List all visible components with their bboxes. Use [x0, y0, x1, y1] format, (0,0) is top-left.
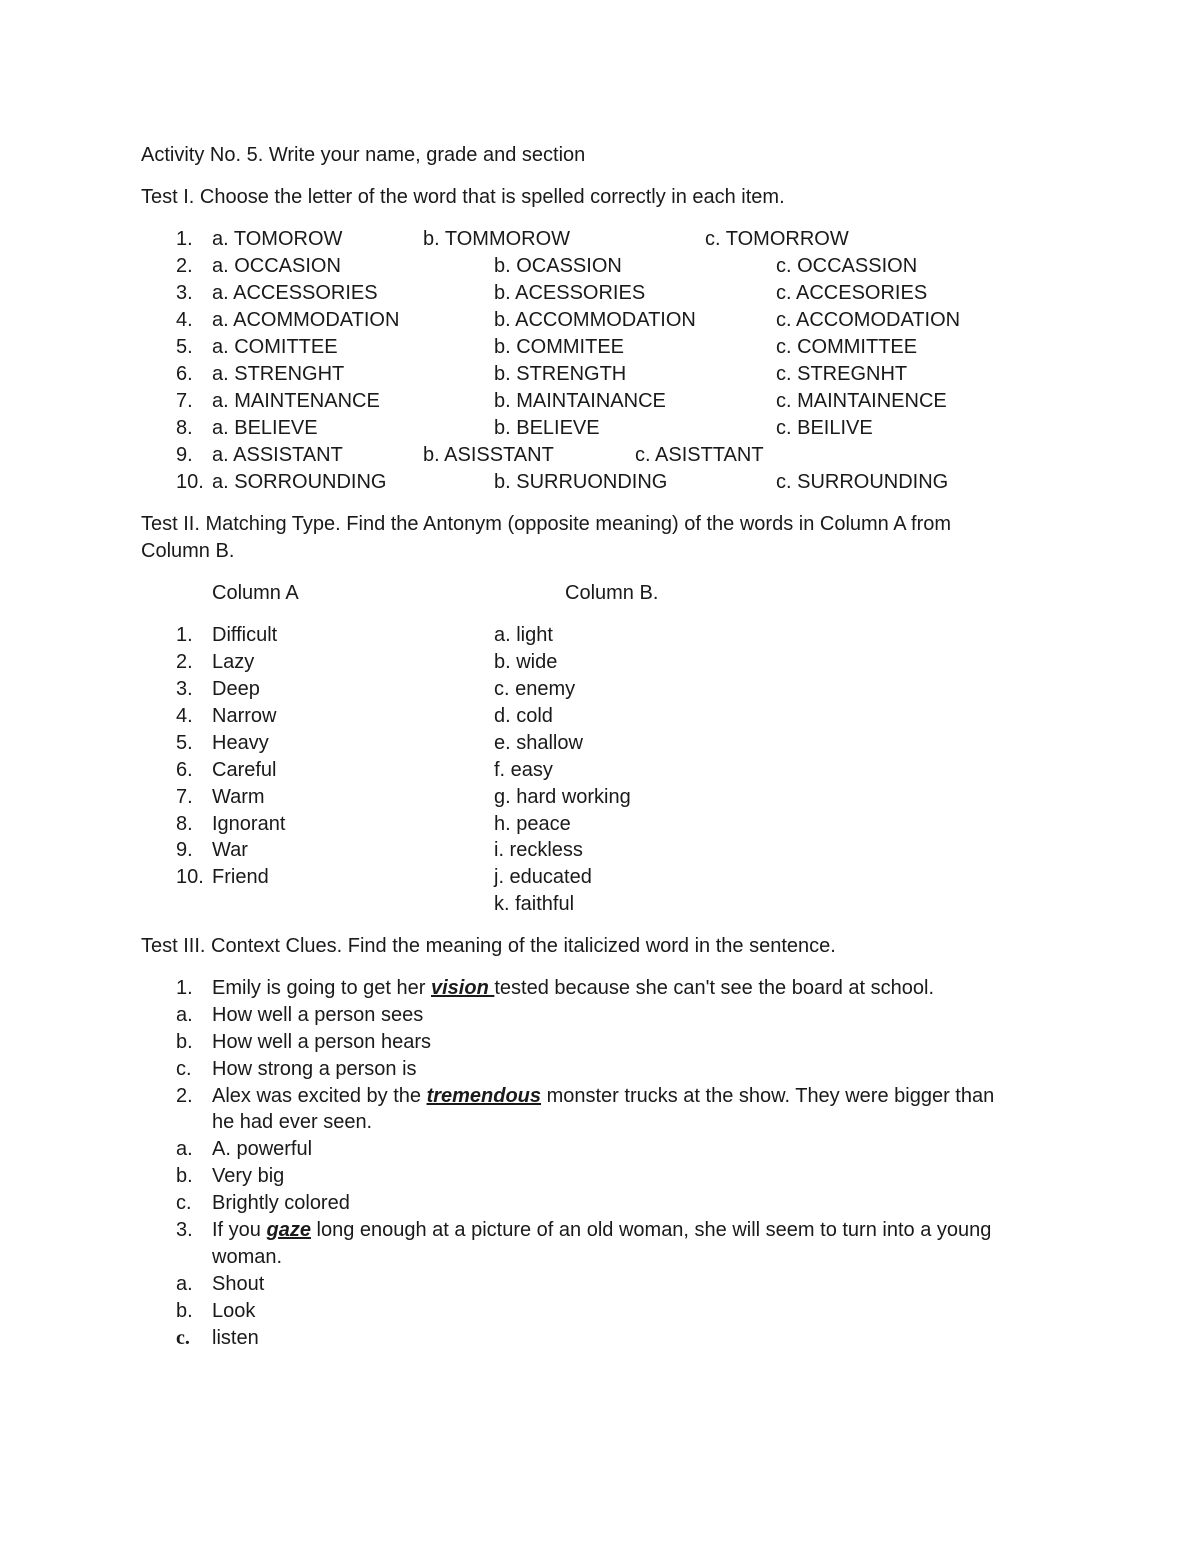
choice-text: How well a person sees [212, 1004, 424, 1026]
column-b-word: i. reckless [494, 839, 583, 861]
choice-letter: b. [176, 1031, 193, 1053]
column-a-word: Careful [212, 759, 277, 781]
column-a-word: War [212, 839, 248, 861]
choice-text: listen [212, 1327, 259, 1349]
question-number: 3. [176, 1219, 193, 1241]
keyword-tremendous: tremendous [426, 1085, 542, 1107]
item-number: 4. [176, 705, 193, 727]
question-1 [212, 978, 934, 998]
choice-letter: a. [176, 1273, 193, 1295]
item-number: 7. [176, 390, 193, 412]
option-b: b. MAINTAINANCE [494, 390, 666, 412]
item-number: 10. [176, 471, 204, 493]
column-a-word: Narrow [212, 705, 277, 727]
choice-text: Brightly colored [212, 1192, 350, 1214]
column-a-word: Ignorant [212, 813, 286, 835]
option-c: c. STREGNHT [776, 363, 908, 385]
question-number: 1. [176, 977, 193, 999]
keyword-vision: vision [431, 977, 495, 999]
option-a: a. TOMOROW [212, 228, 343, 250]
column-a-word: Warm [212, 786, 265, 808]
choice-text: How strong a person is [212, 1058, 417, 1080]
sentence-text: long enough at a picture of an old woman, she will seem to turn into a young [310, 1219, 992, 1241]
choice-text: Very big [212, 1165, 285, 1187]
option-b: b. ACESSORIES [494, 282, 646, 304]
item-number: 3. [176, 678, 193, 700]
item-number: 4. [176, 309, 193, 331]
option-b: b. SURRUONDING [494, 471, 668, 493]
option-a: a. ACCESSORIES [212, 282, 378, 304]
item-number: 1. [176, 624, 193, 646]
sentence-text: tested because she can't see the board at school. [494, 977, 935, 999]
sentence-text: Alex was excited by the [212, 1085, 427, 1107]
option-b: b. ACCOMMODATION [494, 309, 696, 331]
option-c: c. ACCESORIES [776, 282, 928, 304]
column-a-header: Column A [212, 582, 299, 604]
column-b-word: b. wide [494, 651, 558, 673]
option-c: c. COMMITTEE [776, 336, 918, 358]
column-a-word: Heavy [212, 732, 269, 754]
option-a: a. SORROUNDING [212, 471, 387, 493]
option-c: c. ACCOMODATION [776, 309, 961, 331]
choice-letter: b. [176, 1300, 193, 1322]
option-a: a. ASSISTANT [212, 444, 343, 466]
column-b-word: a. light [494, 624, 553, 646]
item-number: 3. [176, 282, 193, 304]
item-number: 10. [176, 866, 204, 888]
item-number: 7. [176, 786, 193, 808]
column-b-word: f. easy [494, 759, 553, 781]
option-b: b. TOMMOROW [423, 228, 571, 250]
item-number: 1. [176, 228, 193, 250]
option-a: a. BELIEVE [212, 417, 318, 439]
activity-title: Activity No. 5. Write your name, grade and section [141, 144, 586, 166]
item-number: 9. [176, 839, 193, 861]
option-b: b. STRENGTH [494, 363, 627, 385]
column-a-word: Friend [212, 866, 269, 888]
item-number: 2. [176, 255, 193, 277]
column-a-word: Lazy [212, 651, 255, 673]
sentence-text: If you [212, 1219, 267, 1241]
option-b: b. OCASSION [494, 255, 622, 277]
column-b-word: h. peace [494, 813, 571, 835]
column-b-word: e. shallow [494, 732, 583, 754]
option-b: b. COMMITEE [494, 336, 625, 358]
column-b-word: k. faithful [494, 893, 575, 915]
test3-heading: Test III. Context Clues. Find the meaning of the italicized word in the sentence. [141, 935, 836, 957]
column-b-word: j. educated [494, 866, 592, 888]
option-c: c. OCCASSION [776, 255, 918, 277]
column-b-header: Column B. [565, 582, 659, 604]
item-number: 6. [176, 363, 193, 385]
option-c: c. SURROUNDING [776, 471, 949, 493]
column-b-word: d. cold [494, 705, 553, 727]
option-a: a. OCCASION [212, 255, 341, 277]
test2-heading-cont: Column B. [141, 540, 235, 562]
item-number: 8. [176, 813, 193, 835]
choice-text: Look [212, 1300, 256, 1322]
choice-text: A. powerful [212, 1138, 313, 1160]
choice-text: How well a person hears [212, 1031, 431, 1053]
column-b-word: c. enemy [494, 678, 576, 700]
question-3 [212, 1220, 991, 1240]
item-number: 5. [176, 732, 193, 754]
choice-text: Shout [212, 1273, 265, 1295]
option-a: a. MAINTENANCE [212, 390, 380, 412]
option-b: b. ASISSTANT [423, 444, 554, 466]
keyword-gaze: gaze [266, 1219, 311, 1241]
option-c: c. BEILIVE [776, 417, 873, 439]
choice-letter: c. [176, 1192, 192, 1214]
option-c: c. ASISTTANT [635, 444, 764, 466]
question-3-cont: woman. [212, 1246, 283, 1268]
item-number: 6. [176, 759, 193, 781]
option-a: a. COMITTEE [212, 336, 338, 358]
sentence-text: monster trucks at the show. They were bigger than [541, 1085, 995, 1107]
option-b: b. BELIEVE [494, 417, 600, 439]
option-a: a. ACOMMODATION [212, 309, 400, 331]
choice-letter: a. [176, 1004, 193, 1026]
item-number: 5. [176, 336, 193, 358]
test1-heading: Test I. Choose the letter of the word that is spelled correctly in each item. [141, 186, 785, 208]
sentence-text: Emily is going to get her [212, 977, 431, 999]
question-number: 2. [176, 1085, 193, 1107]
option-a: a. STRENGHT [212, 363, 345, 385]
question-2 [212, 1086, 994, 1106]
choice-letter: a. [176, 1138, 193, 1160]
choice-letter: b. [176, 1165, 193, 1187]
choice-letter: c. [176, 1058, 192, 1080]
question-2-cont: he had ever seen. [212, 1111, 373, 1133]
column-a-word: Deep [212, 678, 260, 700]
item-number: 2. [176, 651, 193, 673]
test2-heading: Test II. Matching Type. Find the Antonym (opposite meaning) of the words in Column A from [141, 513, 952, 535]
option-c: c. MAINTAINENCE [776, 390, 947, 412]
item-number: 9. [176, 444, 193, 466]
column-a-word: Difficult [212, 624, 278, 646]
column-b-word: g. hard working [494, 786, 631, 808]
item-number: 8. [176, 417, 193, 439]
choice-letter: c. [176, 1327, 190, 1349]
option-c: c. TOMORROW [705, 228, 849, 250]
